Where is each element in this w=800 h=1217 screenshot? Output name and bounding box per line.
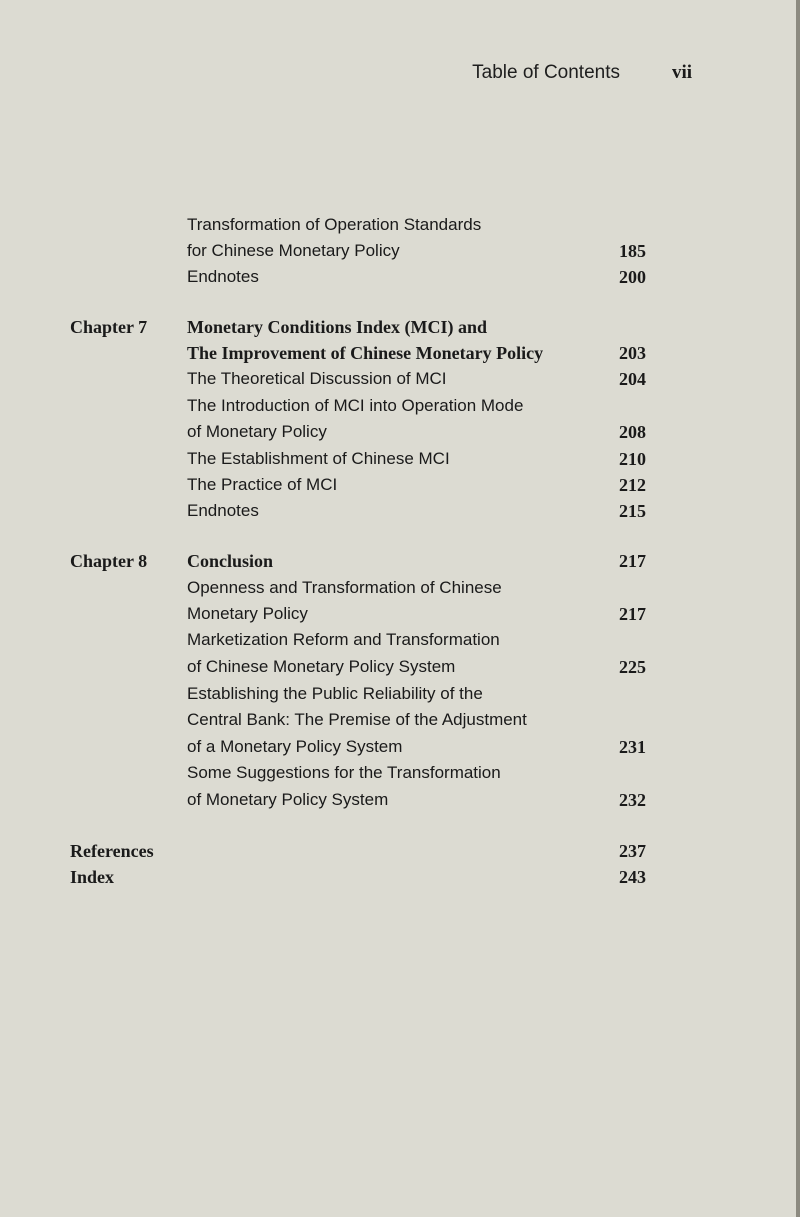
toc-entry: [0, 264, 800, 290]
toc-entry: [0, 601, 800, 627]
toc-entry: [0, 627, 800, 653]
toc-entry-title: of a Monetary Policy System: [187, 737, 403, 756]
toc-entry-title: of Monetary Policy: [187, 422, 327, 441]
toc-entry-page-number: 243: [619, 867, 646, 887]
toc-entry-title: The Practice of MCI: [187, 475, 338, 494]
running-head-page-number: vii: [671, 62, 692, 83]
toc-entry-page-number: 203: [619, 343, 646, 363]
toc-entry-title: Monetary Policy: [187, 604, 308, 623]
toc-entry-title: Establishing the Public Reliability of the: [187, 684, 483, 703]
toc-entry-title: of Monetary Policy System: [187, 790, 389, 809]
toc-entry-title: for Chinese Monetary Policy: [187, 241, 400, 260]
toc-entry-title: Transformation of Operation Standards: [187, 215, 482, 234]
toc-entry-page-number: 204: [619, 369, 646, 389]
toc-entry: [0, 575, 800, 601]
toc-entry-page-number: 215: [619, 501, 646, 521]
toc-entry: [0, 838, 800, 864]
toc-entry: [0, 212, 800, 238]
toc-entry: [0, 314, 800, 340]
toc-entry-page-number: 212: [619, 475, 646, 495]
toc-entry-page-number: 225: [619, 657, 646, 677]
toc-entry: [0, 760, 800, 786]
toc-entry-title: Monetary Conditions Index (MCI) and: [187, 317, 488, 337]
toc-entry-title: The Theoretical Discussion of MCI: [187, 369, 447, 388]
toc-entry-title: Marketization Reform and Transformation: [187, 630, 500, 649]
toc-entry-label: Index: [70, 867, 115, 887]
toc-entry: [0, 734, 800, 760]
toc-entry: [0, 707, 800, 733]
toc-entry: [0, 787, 800, 813]
toc-entry: [0, 864, 800, 890]
toc-entry-page-number: 231: [619, 737, 646, 757]
toc-entry-page-number: 237: [619, 841, 646, 861]
toc-entry-title: Some Suggestions for the Transformation: [187, 763, 501, 782]
toc-entry: [0, 446, 800, 472]
toc-entry: [0, 654, 800, 680]
toc-entry: [0, 548, 800, 574]
toc-entry: [0, 681, 800, 707]
toc-entry-label: Chapter 7: [70, 317, 148, 337]
toc-entry-title: Endnotes: [187, 501, 259, 520]
toc-entry-label: Chapter 8: [70, 551, 148, 571]
toc-entry-title: Central Bank: The Premise of the Adjustment: [187, 710, 527, 729]
toc-entry: [0, 472, 800, 498]
toc-entry-title: of Chinese Monetary Policy System: [187, 657, 456, 676]
toc-entry-title: Openness and Transformation of Chinese: [187, 578, 502, 597]
toc-entry: [0, 498, 800, 524]
toc-entry: [0, 419, 800, 445]
toc-entry-page-number: 208: [619, 422, 646, 442]
toc-entry-page-number: 217: [619, 551, 646, 571]
toc-entry-page-number: 210: [619, 449, 646, 469]
toc-entry-label: References: [70, 841, 154, 861]
toc-entry-title: The Improvement of Chinese Monetary Policy: [187, 343, 544, 363]
toc-entry: [0, 393, 800, 419]
toc-entry: [0, 340, 800, 366]
toc-entry: [0, 238, 800, 264]
toc-entry-page-number: 185: [619, 241, 646, 261]
toc-entry-title: Endnotes: [187, 267, 259, 286]
toc-entry-page-number: 200: [619, 267, 646, 287]
page-edge-shadow: [796, 0, 800, 1217]
running-head-title: Table of Contents: [472, 62, 620, 83]
toc-entry: [0, 366, 800, 392]
toc-entry-title: The Introduction of MCI into Operation Mode: [187, 396, 524, 415]
toc-entry-title: Conclusion: [187, 551, 274, 571]
toc-entry-page-number: 232: [619, 790, 646, 810]
toc-entry-page-number: 217: [619, 604, 646, 624]
toc-entry-title: The Establishment of Chinese MCI: [187, 449, 450, 468]
